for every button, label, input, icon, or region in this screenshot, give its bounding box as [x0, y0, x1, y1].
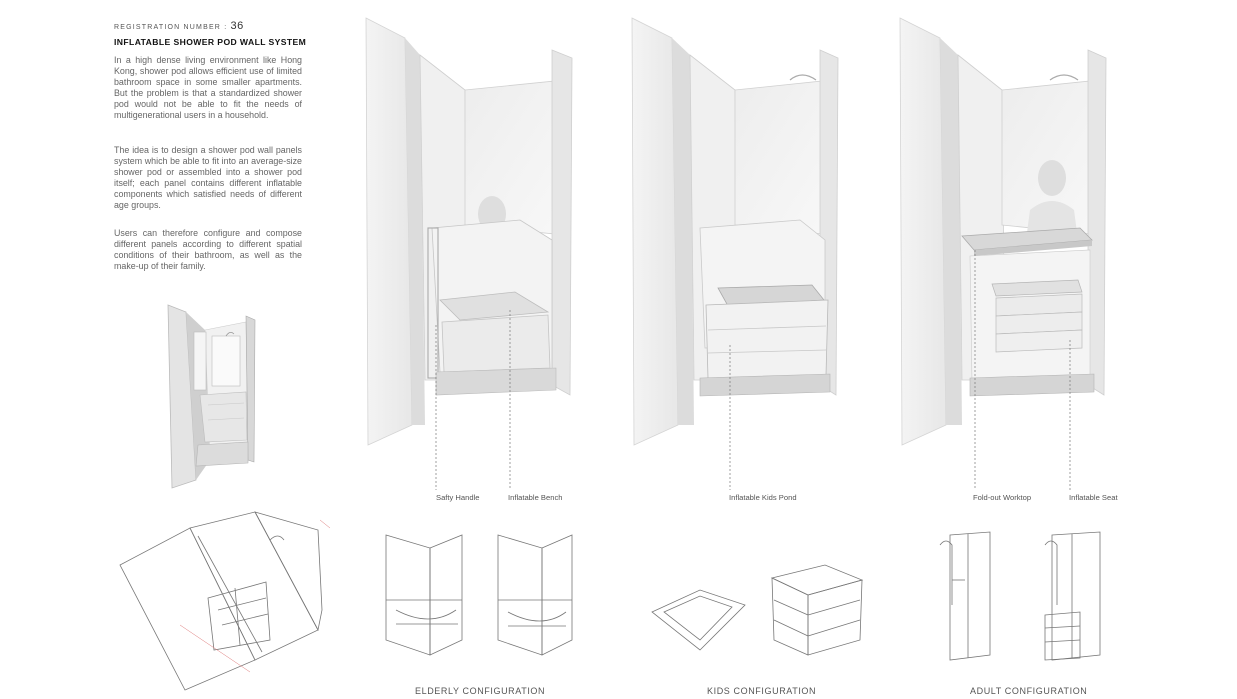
adult-plan-drawings — [940, 532, 1100, 660]
adult-configuration-label: ADULT CONFIGURATION — [970, 686, 1088, 696]
elderly-plan-drawings — [386, 535, 572, 655]
overview-shower-pod-render — [168, 305, 255, 488]
exploded-pod-line-drawing — [120, 512, 330, 690]
kids-component-drawings — [652, 565, 862, 655]
registration-separator: : — [224, 24, 228, 31]
description-paragraph-1: In a high dense living environment like Hong Kong, shower pod allows efficient use of limited bathroom space in some smaller apartments. But the problem is that a standardized shower pod would not be able to fit the needs of multigenerational users in a household. — [114, 55, 302, 121]
registration-label: REGISTRATION NUMBER — [114, 24, 222, 31]
registration-number: 36 — [230, 20, 244, 32]
description-paragraph-2: The idea is to design a shower pod wall panels system which be able to fit into an average-size shower pod or assembled into a shower pod itself; each panel contains different inflatable components which satisfied needs of different age groups. — [114, 145, 302, 211]
callout-fold-out-worktop: Fold-out Worktop — [973, 493, 1032, 502]
elderly-configuration-render — [366, 18, 572, 490]
kids-configuration-render — [632, 18, 838, 490]
adult-configuration-render — [900, 18, 1106, 490]
project-title: INFLATABLE SHOWER POD WALL SYSTEM — [114, 37, 307, 47]
callout-inflatable-kids-pond: Inflatable Kids Pond — [729, 493, 797, 502]
callout-inflatable-seat: Inflatable Seat — [1069, 493, 1118, 502]
elderly-configuration-label: ELDERLY CONFIGURATION — [415, 686, 546, 696]
callout-safty-handle: Safty Handle — [436, 493, 480, 502]
description-paragraph-3: Users can therefore configure and compose different panels according to different spatial conditions of their bathroom, as well as the make-up of their family. — [114, 228, 302, 272]
kids-configuration-label: KIDS CONFIGURATION — [707, 686, 817, 696]
callout-inflatable-bench: Inflatable Bench — [508, 493, 563, 502]
